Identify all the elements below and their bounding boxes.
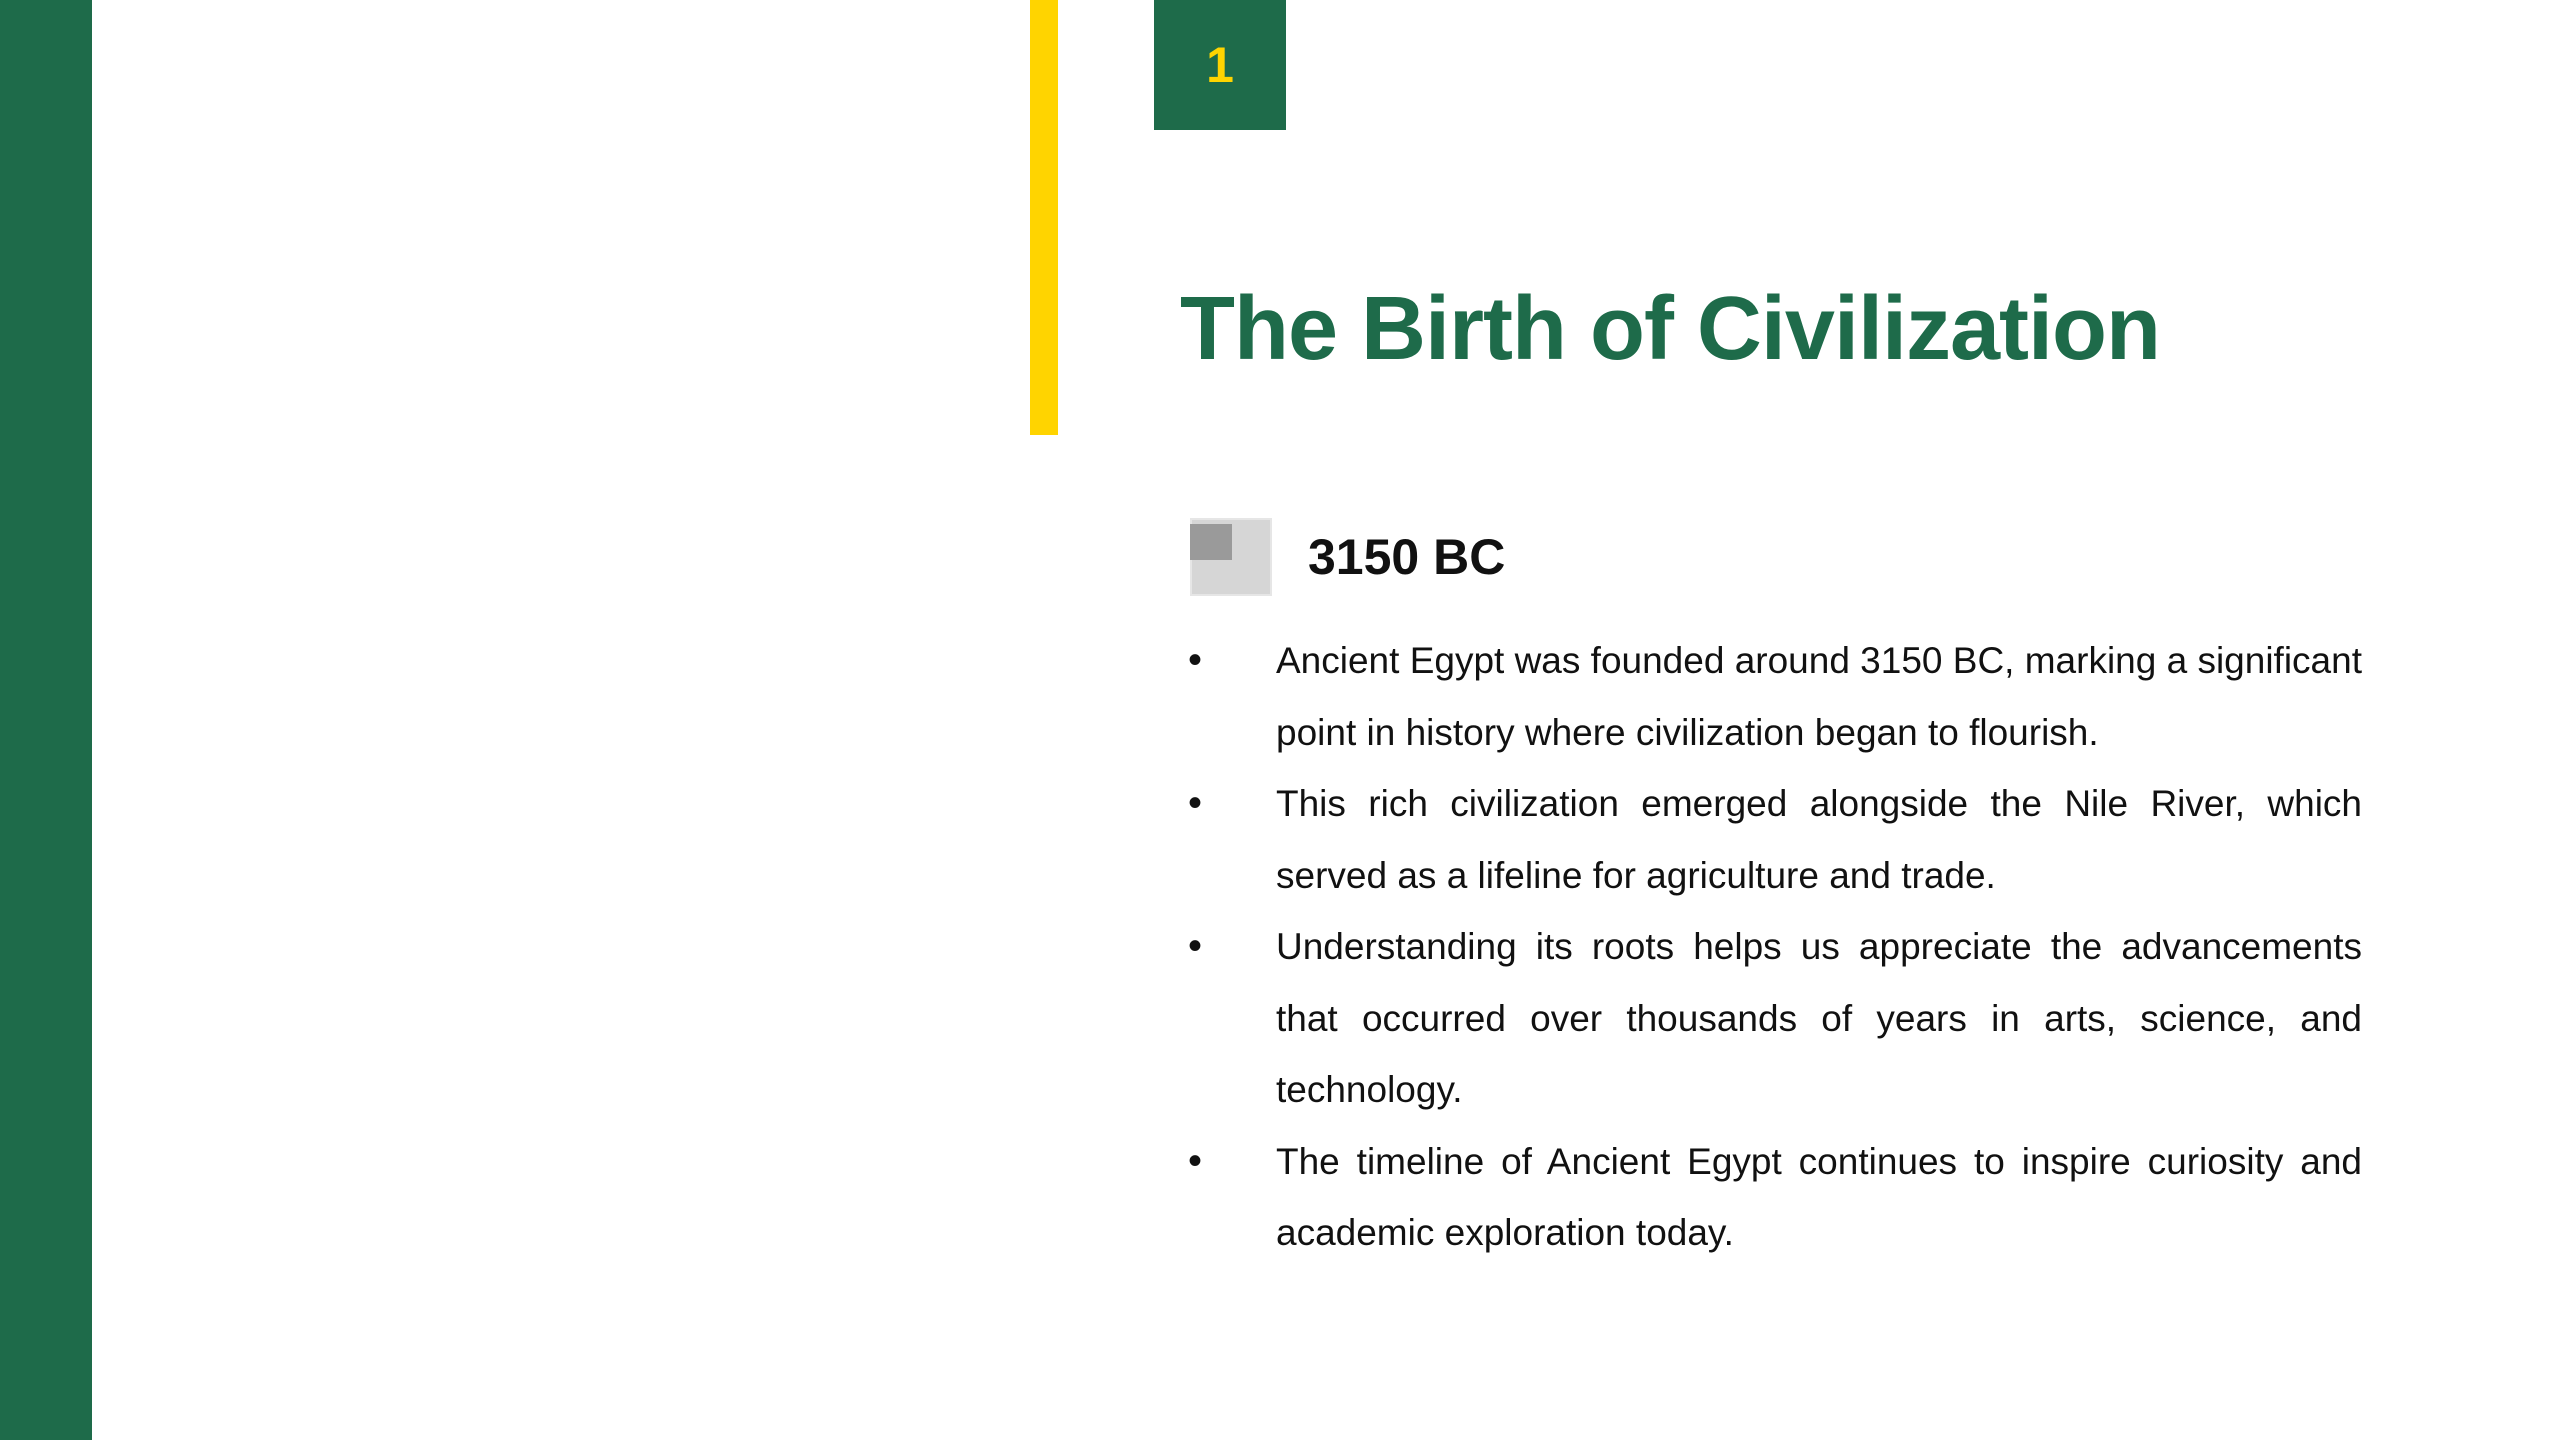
left-green-band — [0, 0, 92, 1440]
bullet-dot-icon: • — [1188, 781, 1203, 825]
bullet-item — [1180, 911, 2362, 1126]
bullet-item — [1180, 1126, 2362, 1269]
slide-number-badge — [1154, 0, 1286, 130]
bullet-dot-icon: • — [1188, 1138, 1203, 1183]
date-label: 3150 BC — [1308, 529, 1506, 585]
yellow-accent-bar — [1030, 0, 1058, 435]
bullet-text: Understanding its roots helps us appreciate the advancements that occurred over thousands of years in arts, science, and technology. — [1276, 926, 2362, 1110]
bullet-dot-icon: • — [1188, 924, 1203, 968]
slide-title: The Birth of Civilization — [1180, 279, 2160, 379]
calendar-placeholder-icon — [1190, 518, 1272, 596]
image-placeholder-area — [92, 0, 1022, 1440]
bullet-text: Ancient Egypt was founded around 3150 BC, marking a significant point in history where civilization began to flourish. — [1276, 640, 2362, 753]
slide-number: 1 — [1206, 37, 1234, 93]
bullet-dot-icon: • — [1188, 638, 1203, 682]
bullet-item — [1180, 768, 2362, 911]
bullet-text: This rich civilization emerged alongside the Nile River, which served as a lifeline for agriculture and trade. — [1276, 783, 2362, 896]
bullet-list — [1180, 625, 2362, 1269]
bullet-text: The timeline of Ancient Egypt continues to inspire curiosity and academic exploration today. — [1276, 1140, 2362, 1253]
date-row — [1190, 518, 1505, 596]
bullet-item — [1180, 625, 2362, 768]
